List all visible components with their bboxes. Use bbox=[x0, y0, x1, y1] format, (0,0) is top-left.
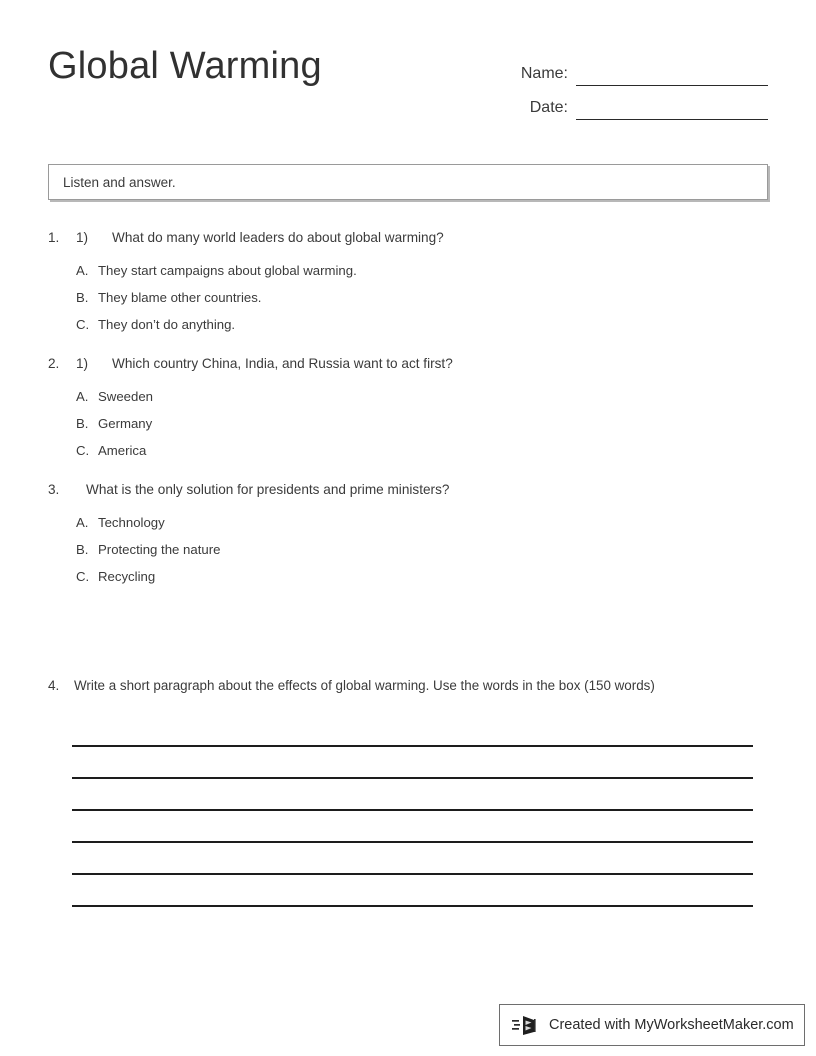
option-text: Protecting the nature bbox=[98, 542, 221, 558]
question-block bbox=[0, 354, 816, 458]
writing-task-prompt bbox=[0, 678, 816, 693]
option-row[interactable] bbox=[0, 569, 816, 584]
date-input-line[interactable] bbox=[576, 97, 768, 120]
option-row[interactable] bbox=[0, 443, 816, 458]
answer-line[interactable] bbox=[72, 747, 753, 779]
name-input-line[interactable] bbox=[576, 63, 768, 86]
answer-line[interactable] bbox=[72, 715, 753, 747]
option-text: They start campaigns about global warming. bbox=[98, 263, 357, 279]
option-text: America bbox=[98, 443, 147, 459]
option-row[interactable] bbox=[0, 416, 816, 431]
option-row[interactable] bbox=[0, 515, 816, 530]
answer-line[interactable] bbox=[72, 875, 753, 907]
option-letter: C. bbox=[76, 443, 90, 459]
question-block bbox=[0, 228, 816, 332]
questions-list bbox=[0, 228, 816, 606]
option-row[interactable] bbox=[0, 317, 816, 332]
options-list bbox=[0, 263, 816, 332]
student-info-fields bbox=[496, 52, 768, 120]
option-row[interactable] bbox=[0, 389, 816, 404]
date-field-row bbox=[496, 86, 768, 120]
worksheet-maker-logo-icon bbox=[512, 1012, 542, 1038]
option-letter: A. bbox=[76, 263, 89, 279]
instruction-box bbox=[48, 164, 768, 200]
question-text: Which country China, India, and Russia want to act first? bbox=[112, 356, 453, 372]
question-subnumber: 1) bbox=[76, 230, 89, 245]
options-list bbox=[0, 389, 816, 458]
option-letter: B. bbox=[76, 416, 89, 432]
name-field-label: Name: bbox=[520, 65, 568, 82]
question-text: What is the only solution for presidents and prime ministers? bbox=[86, 482, 450, 498]
writing-task bbox=[0, 678, 816, 907]
option-letter: A. bbox=[76, 389, 89, 405]
option-text: Technology bbox=[98, 515, 165, 531]
option-text: They blame other countries. bbox=[98, 290, 262, 306]
question-number: 2. bbox=[48, 356, 60, 372]
question-subnumber: 1) bbox=[76, 356, 89, 372]
question-number: 3. bbox=[48, 482, 60, 498]
worksheet-header bbox=[48, 44, 768, 124]
option-row[interactable] bbox=[0, 263, 816, 278]
option-letter: B. bbox=[76, 290, 89, 306]
page-title: Global Warming bbox=[48, 45, 322, 87]
answer-line[interactable] bbox=[72, 779, 753, 811]
footer-attribution-text: Created with MyWorksheetMaker.com bbox=[549, 1017, 794, 1033]
question-heading bbox=[0, 354, 816, 373]
question-number: 4. bbox=[48, 678, 60, 693]
option-text: Germany bbox=[98, 416, 153, 432]
question-number: 1. bbox=[48, 230, 60, 245]
option-text: Recycling bbox=[98, 569, 156, 585]
answer-line[interactable] bbox=[72, 843, 753, 875]
instruction-text: Listen and answer. bbox=[63, 174, 176, 190]
name-field-row bbox=[496, 52, 768, 86]
option-row[interactable] bbox=[0, 542, 816, 557]
question-heading bbox=[0, 480, 816, 499]
question-text: Write a short paragraph about the effects of global warming. Use the words in the box (150 words) bbox=[74, 678, 655, 693]
date-field-label: Date: bbox=[529, 99, 568, 116]
option-letter: A. bbox=[76, 515, 89, 531]
options-list bbox=[0, 515, 816, 584]
option-letter: C. bbox=[76, 569, 90, 585]
option-text: Sweeden bbox=[98, 389, 153, 405]
answer-lines bbox=[0, 715, 816, 907]
question-block bbox=[0, 480, 816, 584]
option-letter: B. bbox=[76, 542, 89, 558]
answer-line[interactable] bbox=[72, 811, 753, 843]
question-text: What do many world leaders do about global warming? bbox=[112, 230, 444, 245]
footer-attribution-badge[interactable] bbox=[499, 1004, 805, 1046]
option-letter: C. bbox=[76, 317, 90, 333]
option-row[interactable] bbox=[0, 290, 816, 305]
option-text: They don’t do anything. bbox=[98, 317, 236, 333]
question-heading bbox=[0, 228, 816, 247]
